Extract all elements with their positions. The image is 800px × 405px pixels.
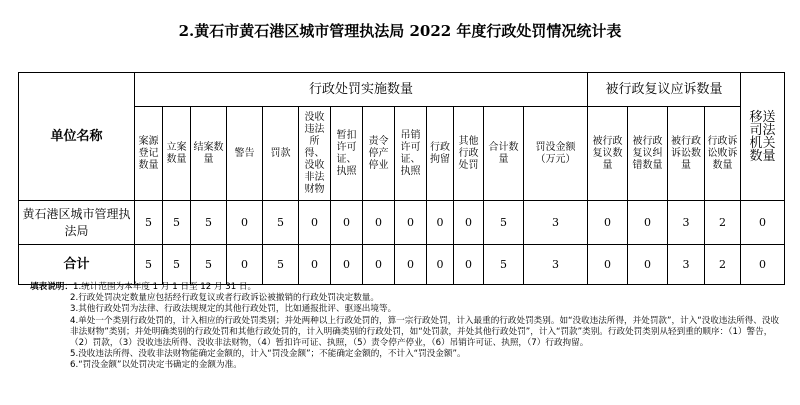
header-review-group: 被行政复议应诉数量 bbox=[588, 73, 741, 107]
total-cell: 5 bbox=[263, 245, 299, 285]
total-cell: 0 bbox=[299, 245, 331, 285]
header-unit-name: 单位名称 bbox=[19, 73, 135, 201]
table-row bbox=[19, 201, 785, 245]
value-cell: 0 bbox=[363, 201, 395, 245]
total-cell: 5 bbox=[163, 245, 191, 285]
header-col: 合计数量 bbox=[484, 107, 524, 201]
total-cell: 0 bbox=[331, 245, 363, 285]
header-col: 行政诉讼败诉数量 bbox=[705, 107, 741, 201]
value-cell: 0 bbox=[628, 201, 668, 245]
header-col: 罚款 bbox=[263, 107, 299, 201]
header-col: 被行政复议纠错数量 bbox=[628, 107, 668, 201]
value-cell: 0 bbox=[227, 201, 263, 245]
header-col: 结案数量 bbox=[191, 107, 227, 201]
total-cell: 0 bbox=[454, 245, 484, 285]
value-cell: 0 bbox=[299, 201, 331, 245]
notes-lead: 填表说明： bbox=[30, 282, 73, 292]
note-line: 4.单处一个类别行政处罚的，计入相应的行政处罚类别；并处两种以上行政处罚的，算一宗行政处罚，计入最重的行政处罚类别。如“没收违法所得，并处罚款”，计入“没收违法所得、没收非法财物”类别；并处明确类别的行政处罚和其他行政处罚的，计入明确类别的行政处罚，如“处罚款，并处其他行政处罚”，计入“罚款”类别。行政处罚类别从轻到重的顺序：（1）警告，（2）罚款，（3）没收违法所得、没收非法财物，（4）暂扣许可证、执照，（5）责令停产停业，（6）吊销许可证、执照，（7）行政拘留。 bbox=[70, 315, 780, 349]
value-cell: 0 bbox=[395, 201, 427, 245]
total-cell: 5 bbox=[191, 245, 227, 285]
total-cell: 5 bbox=[484, 245, 524, 285]
note-line: 3.其他行政处罚为法律、行政法规规定的其他行政处罚，比如通报批评、驱逐出境等。 bbox=[70, 304, 397, 315]
total-row bbox=[19, 245, 785, 285]
value-cell: 5 bbox=[263, 201, 299, 245]
total-cell: 0 bbox=[628, 245, 668, 285]
total-cell: 5 bbox=[135, 245, 163, 285]
note-line: 6.“罚没金额”以处罚决定书确定的金额为准。 bbox=[70, 360, 242, 371]
value-cell: 0 bbox=[427, 201, 454, 245]
header-penalty-group: 行政处罚实施数量 bbox=[135, 73, 588, 107]
header-transfer: 移送司法机关数量 bbox=[741, 73, 785, 201]
total-cell: 0 bbox=[427, 245, 454, 285]
total-cell: 3 bbox=[524, 245, 588, 285]
total-cell: 3 bbox=[668, 245, 705, 285]
note-text: 1.统计范围为本年度 1 月 1 日至 12 月 31 日。 bbox=[72, 282, 257, 292]
note-line: 2.行政处罚决定数量应包括经行政复议或者行政诉讼被撤销的行政处罚决定数量。 bbox=[70, 293, 379, 304]
page-title: 2.黄石市黄石港区城市管理执法局 2022 年度行政处罚情况统计表 bbox=[178, 22, 622, 40]
note-line: 5.没收违法所得、没收非法财物能确定金额的，计入“罚没金额”；不能确定金额的，不计入“罚没金额”。 bbox=[70, 349, 466, 360]
value-cell: 0 bbox=[741, 201, 785, 245]
header-col: 暂扣许可证、执照 bbox=[331, 107, 363, 201]
header-col: 罚没金额（万元） bbox=[524, 107, 588, 201]
value-cell: 3 bbox=[668, 201, 705, 245]
total-cell: 2 bbox=[705, 245, 741, 285]
value-cell: 5 bbox=[191, 201, 227, 245]
header-col: 警告 bbox=[227, 107, 263, 201]
header-col: 案源登记数量 bbox=[135, 107, 163, 201]
header-col: 被行政复议数量 bbox=[588, 107, 628, 201]
header-col: 其他行政处罚 bbox=[454, 107, 484, 201]
value-cell: 5 bbox=[135, 201, 163, 245]
value-cell: 5 bbox=[484, 201, 524, 245]
value-cell: 3 bbox=[524, 201, 588, 245]
statistics-table bbox=[18, 72, 785, 285]
total-label: 合计 bbox=[19, 245, 135, 285]
header-col: 吊销许可证、执照 bbox=[395, 107, 427, 201]
header-col: 被行政诉讼数量 bbox=[668, 107, 705, 201]
header-col: 行政拘留 bbox=[427, 107, 454, 201]
header-col: 没收违法所得、没收非法财物 bbox=[299, 107, 331, 201]
value-cell: 2 bbox=[705, 201, 741, 245]
total-cell: 0 bbox=[588, 245, 628, 285]
note-line bbox=[30, 282, 782, 293]
value-cell: 0 bbox=[588, 201, 628, 245]
value-cell: 5 bbox=[163, 201, 191, 245]
total-cell: 0 bbox=[741, 245, 785, 285]
value-cell: 0 bbox=[331, 201, 363, 245]
total-cell: 0 bbox=[227, 245, 263, 285]
value-cell: 0 bbox=[454, 201, 484, 245]
total-cell: 0 bbox=[363, 245, 395, 285]
header-col: 责令停产停业 bbox=[363, 107, 395, 201]
unit-name-cell: 黄石港区城市管理执法局 bbox=[19, 201, 135, 245]
fill-instructions bbox=[30, 282, 782, 372]
total-cell: 0 bbox=[395, 245, 427, 285]
header-col: 立案数量 bbox=[163, 107, 191, 201]
